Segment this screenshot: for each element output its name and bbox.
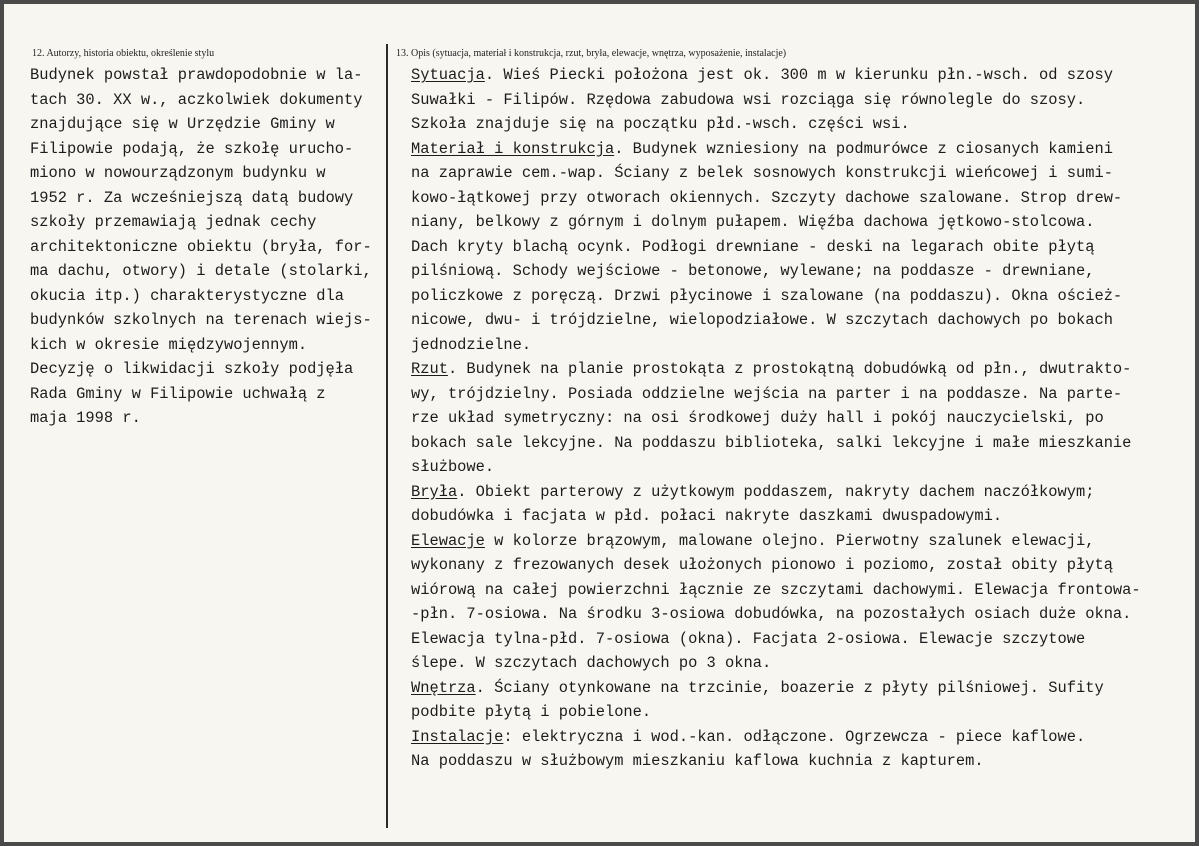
line-text: . Budynek wzniesiony na podmurówce z ciosanych kamieni <box>614 139 1113 158</box>
line-text: Dach kryty blachą ocynk. Podłogi drewniane - deski na legarach obite płytą <box>411 237 1095 256</box>
line-text: Elewacja tylna-płd. 7-osiowa (okna). Facjata 2-osiowa. Elewacje szczytowe <box>411 629 1086 648</box>
description-text-line <box>411 259 1191 284</box>
history-text-line: tach 30. XX w., aczkolwiek dokumenty <box>30 90 363 109</box>
history-text-line: znajdujące się w Urzędzie Gminy w <box>30 115 335 133</box>
line-text: na zaprawie cem.-wap. Ściany z belek sosnowych konstrukcji wieńcowej i sumi- <box>411 164 1113 182</box>
description-text-line <box>411 333 1191 358</box>
description-text-line <box>411 235 1191 260</box>
history-text-line: kich w okresie międzywojennym. <box>30 335 308 354</box>
line-text: pilśniową. Schody wejściowe - betonowe, wylewane; na poddasze - drewniane, <box>411 262 1095 280</box>
description-text-line <box>411 284 1191 309</box>
line-text: . Budynek na planie prostokąta z prostokątną dobudówką od płn., dwutrakto- <box>447 360 1132 378</box>
line-text: -płn. 7-osiowa. Na środku 3-osiowa dobudówka, na pozostałych osiach duże okna. <box>411 605 1132 623</box>
history-text-line: szkoły przemawiają jednak cechy <box>30 213 317 231</box>
line-text: w kolorze brązowym, malowane olejno. Pierwotny szalunek elewacji, <box>484 531 1095 550</box>
description-text-block <box>411 63 1191 774</box>
history-text-line: Rada Gminy w Filipowie uchwałą z <box>30 384 326 403</box>
description-text-line <box>411 431 1191 456</box>
line-text: ślepe. W szczytach dachowych po 3 okna. <box>411 654 772 672</box>
column-divider <box>386 44 388 828</box>
description-text-line <box>411 88 1191 113</box>
description-text-line <box>411 455 1191 480</box>
description-text-line <box>411 749 1191 774</box>
line-text: Szkoła znajduje się na początku płd.-wsch. części wsi. <box>411 115 910 133</box>
description-text-line <box>411 406 1191 431</box>
description-text-line <box>411 553 1191 578</box>
description-text-line <box>411 480 1191 505</box>
description-text-line <box>411 651 1191 676</box>
description-text-line <box>411 602 1191 627</box>
line-text: policzkowe z poręczą. Drzwi płycinowe i szalowane (na poddaszu). Okna oścież- <box>411 286 1123 305</box>
description-text-line <box>411 308 1191 333</box>
history-text-line: budynków szkolnych na terenach wiejs- <box>30 311 372 329</box>
description-text-line <box>411 63 1191 88</box>
line-text: Na poddaszu w służbowym mieszkaniu kaflowa kuchnia z kapturem. <box>411 752 984 770</box>
line-text: bokach sale lekcyjne. Na poddaszu biblioteka, salki lekcyjne i małe mieszkanie <box>411 433 1132 452</box>
line-text: . Obiekt parterowy z użytkowym poddaszem, nakryty dachem naczółkowym; <box>457 482 1095 501</box>
line-text: jednodzielne. <box>411 335 532 354</box>
description-text-line <box>411 504 1191 529</box>
line-text: . Ściany otynkowane na trzcinie, boazerie z płyty pilśniowej. Sufity <box>475 678 1104 697</box>
description-text-line <box>411 210 1191 235</box>
history-text-line: Filipowie podają, że szkołę urucho- <box>30 139 354 158</box>
line-text: dobudówka i facjata w płd. połaci nakryte daszkami dwuspadowymi. <box>411 507 1003 525</box>
description-text-line <box>411 112 1191 137</box>
line-text: wiórową na całej powierzchni łącznie ze szczytami dachowymi. Elewacja frontowa- <box>411 580 1141 599</box>
line-text: . Wieś Piecki położona jest ok. 300 m w kierunku płn.-wsch. od szosy <box>484 66 1113 84</box>
section-12-header: 12. Autorzy, historia obiektu, określenie stylu <box>32 48 215 59</box>
line-text: rze układ symetryczny: na osi środkowej duży hall i pokój nauczycielski, po <box>411 409 1104 427</box>
description-text-line <box>411 676 1191 701</box>
history-text-line: okucia itp.) charakterystyczne dla <box>30 286 345 305</box>
history-text-block <box>30 63 380 431</box>
history-text-line: maja 1998 r. <box>30 409 141 427</box>
history-text-line: Decyzję o likwidacji szkoły podjęła <box>30 360 354 378</box>
section-heading: Bryła <box>411 482 458 501</box>
line-text: służbowe. <box>411 458 495 476</box>
section-heading: Wnętrza <box>411 678 476 697</box>
history-text-line: miono w nowourządzonym budynku w <box>30 164 326 182</box>
description-text-line <box>411 578 1191 603</box>
line-text: : elektryczna i wod.-kan. odłączone. Ogrzewcza - piece kaflowe. <box>503 727 1086 746</box>
section-13-header: 13. Opis (sytuacja, materiał i konstrukcja, rzut, bryła, elewacje, wnętrza, wyposażenie, instalacje) <box>396 48 787 59</box>
description-text-line <box>411 357 1191 382</box>
history-text-line: ma dachu, otwory) i detale (stolarki, <box>30 262 372 280</box>
section-heading: Materiał i konstrukcja <box>411 139 615 158</box>
section-heading: Sytuacja <box>411 66 485 84</box>
description-text-line <box>411 529 1191 554</box>
description-text-line <box>411 700 1191 725</box>
section-heading: Rzut <box>411 360 448 378</box>
history-text-line: architektoniczne obiektu (bryła, for- <box>30 237 372 256</box>
description-text-line <box>411 627 1191 652</box>
line-text: kowo-łątkowej przy otworach okiennych. Szczyty dachowe szalowane. Strop drew- <box>411 188 1123 207</box>
line-text: wy, trójdzielny. Posiada oddzielne wejścia na parter i na poddasze. Na parte- <box>411 384 1123 403</box>
description-text-line <box>411 137 1191 162</box>
line-text: niany, belkowy z górnym i dolnym pułapem. Więźba dachowa jętkowo-stolcowa. <box>411 213 1095 231</box>
description-text-line <box>411 161 1191 186</box>
description-text-line <box>411 186 1191 211</box>
description-text-line <box>411 725 1191 750</box>
line-text: Suwałki - Filipów. Rzędowa zabudowa wsi rozciąga się równolegle do szosy. <box>411 90 1086 109</box>
section-heading: Elewacje <box>411 531 485 550</box>
description-text-line <box>411 382 1191 407</box>
section-heading: Instalacje <box>411 727 504 746</box>
line-text: podbite płytą i pobielone. <box>411 703 652 721</box>
history-text-line: 1952 r. Za wcześniejszą datą budowy <box>30 188 354 207</box>
line-text: wykonany z frezowanych desek ułożonych pionowo i poziomo, został obity płytą <box>411 556 1113 574</box>
history-text-line: Budynek powstał prawdopodobnie w la- <box>30 66 363 84</box>
line-text: nicowe, dwu- i trójdzielne, wielopodziałowe. W szczytach dachowych po bokach <box>411 311 1113 329</box>
